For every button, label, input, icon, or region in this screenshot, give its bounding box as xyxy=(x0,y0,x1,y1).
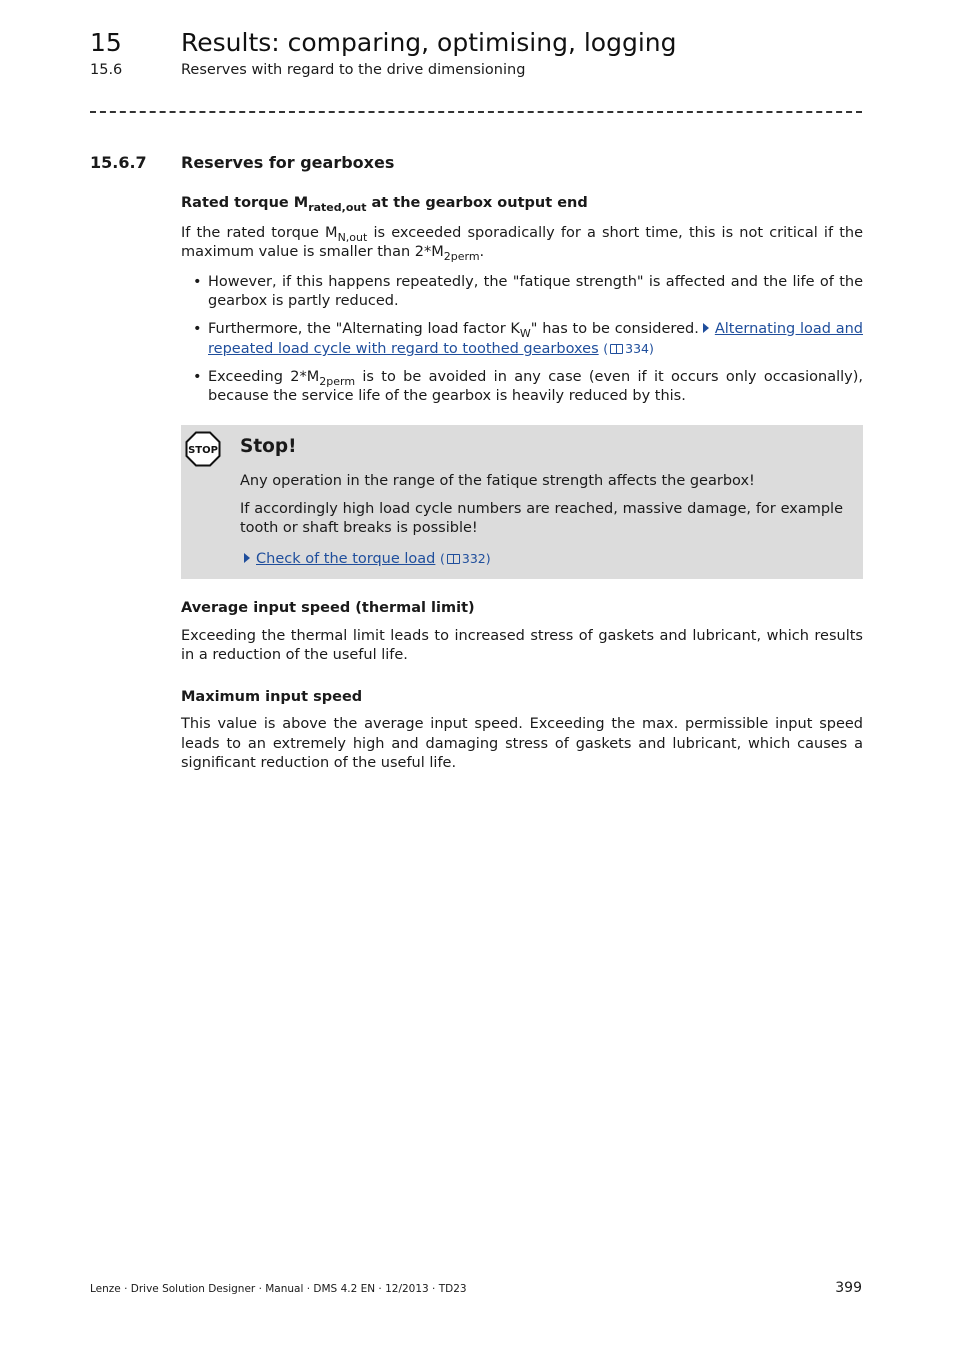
stop-sign-label: STOP xyxy=(188,444,218,456)
subsection-title: Reserves for gearboxes xyxy=(181,153,395,172)
link-arrow-icon xyxy=(703,323,709,333)
subsection-number: 15.6.7 xyxy=(90,153,147,172)
stop-paragraph-1: Any operation in the range of the fatique strength affects the gearbox! xyxy=(240,473,755,489)
rated-torque-heading: Rated torque $M_{rated,out}$ at the gearbox output end xyxy=(181,195,588,214)
list-item: • However, if this happens repeatedly, the "fatique strength" is affected and the life of the gearbox is partly reduced. xyxy=(181,273,863,312)
section-number: 15.6 xyxy=(90,62,123,78)
stop-notice-box xyxy=(181,425,863,580)
chapter-number: 15 xyxy=(90,28,122,57)
header-divider xyxy=(90,111,862,113)
stop-link-row xyxy=(240,549,843,570)
stop-paragraph-2: If accordingly high load cycle numbers are reached, massive damage, for example tooth or shaft breaks is possible! xyxy=(240,500,843,536)
footer-text: Lenze · Drive Solution Designer · Manual · DMS 4.2 EN · 12/2013 · TD23 xyxy=(90,1283,467,1295)
page-reference: ( 332) xyxy=(440,550,491,566)
rated-torque-paragraph: If the rated torque $M_{N,out}$ is exceeded sporadically for a short time, this is not critical if the maximum value is smaller than $2*M_{2perm}$. xyxy=(181,224,863,263)
link-arrow-icon xyxy=(244,553,250,563)
maximum-input-heading: Maximum input speed xyxy=(181,688,363,705)
chapter-title: Results: comparing, optimising, logging xyxy=(181,28,677,57)
page-number: 399 xyxy=(835,1280,862,1296)
alternating-load-link[interactable]: Alternating load and repeated load cycle with regard to toothed gearboxes xyxy=(208,320,863,357)
stop-sign-icon xyxy=(185,431,221,467)
section-title: Reserves with regard to the drive dimensioning xyxy=(181,62,526,78)
list-item: • Furthermore, the "Alternating load factor $K_W$" has to be considered. Alternating load and repeated load cycle with regard to toothed gearboxes ( 334) xyxy=(181,320,863,360)
list-item: • Exceeding $2*M_{2perm}$ is to be avoided in any case (even if it occurs only occasionally), because the service life of the gearbox is heavily reduced by this. xyxy=(181,368,863,407)
rated-torque-bullets xyxy=(181,273,863,407)
maximum-input-paragraph: This value is above the average input speed. Exceeding the max. permissible input speed leads to an extremely high and damaging stress of gaskets and lubricant, which causes a significant reduction of the useful life. xyxy=(181,716,863,771)
average-input-paragraph: Exceeding the thermal limit leads to increased stress of gaskets and lubricant, which results in a reduction of the useful life. xyxy=(181,627,863,663)
check-torque-load-link[interactable]: Check of the torque load xyxy=(256,550,436,567)
book-icon xyxy=(447,554,460,564)
stop-title: Stop! xyxy=(240,435,297,457)
page-reference: ( 334) xyxy=(603,341,654,356)
average-input-heading: Average input speed (thermal limit) xyxy=(181,600,475,616)
book-icon xyxy=(610,344,623,354)
main-content xyxy=(181,194,863,774)
